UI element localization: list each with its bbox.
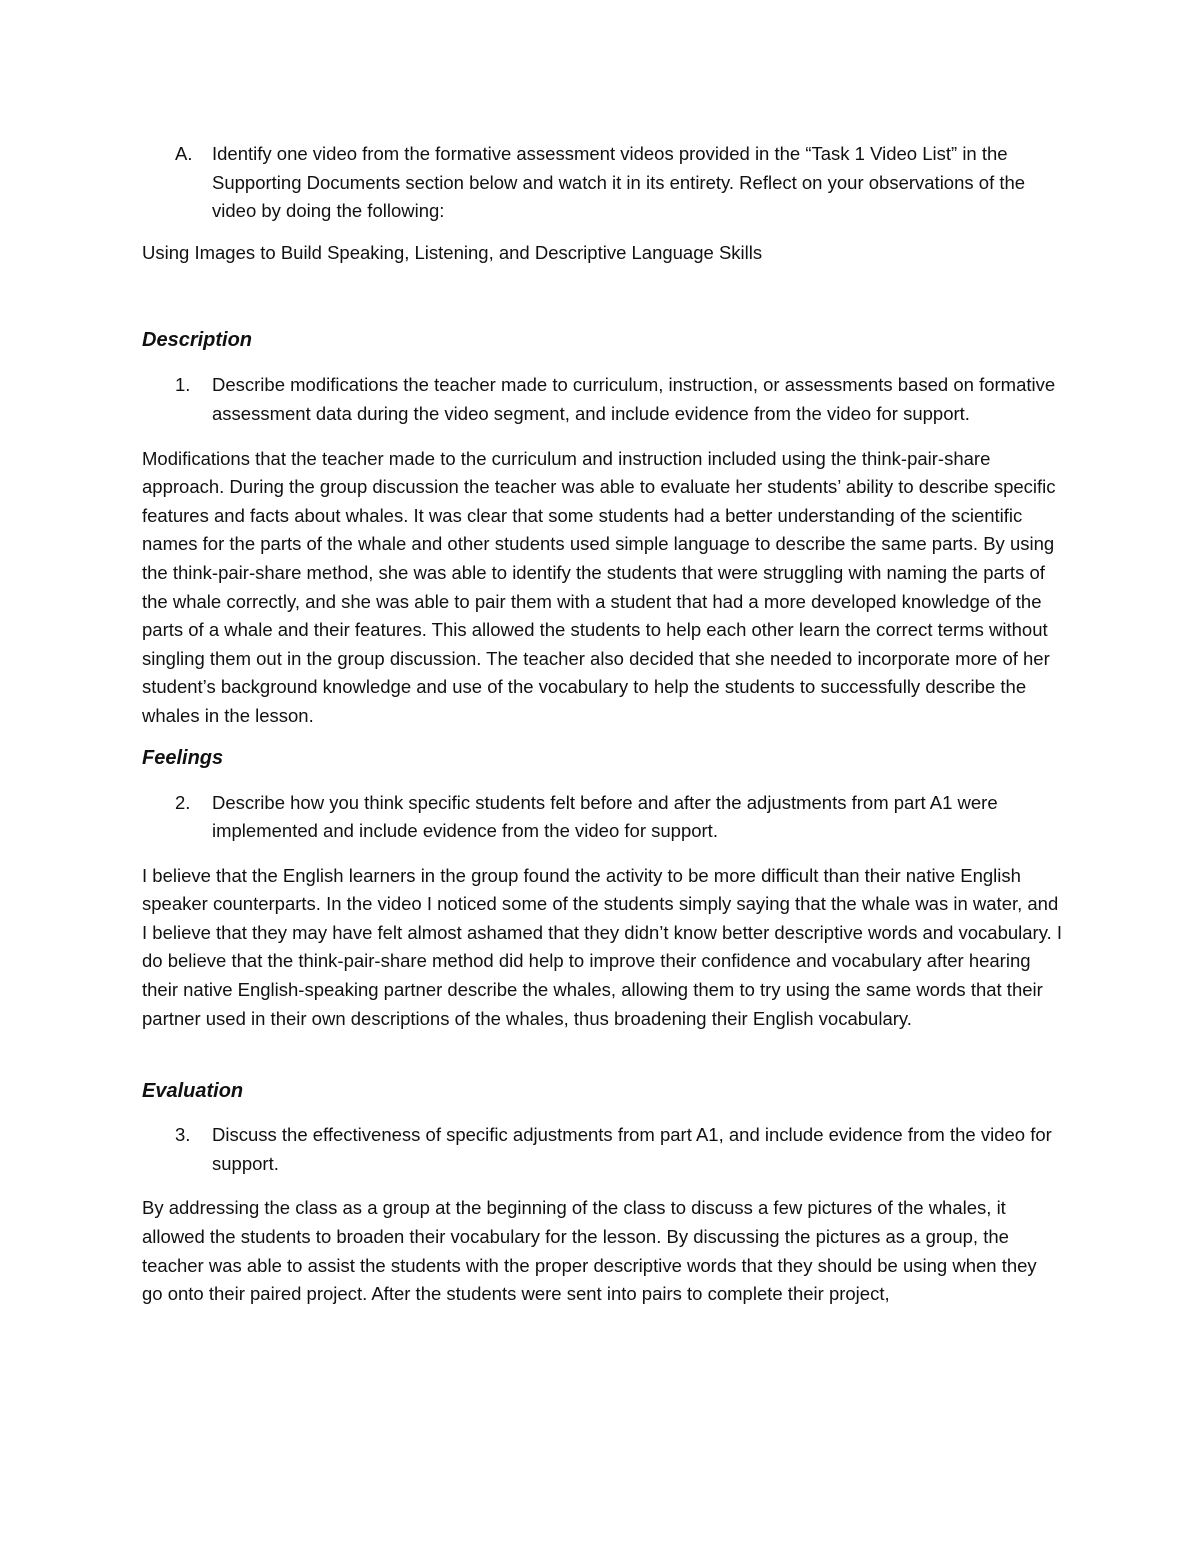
answer-paragraph-description: Modifications that the teacher made to the curriculum and instruction included using the think-pair-share approach. During the group discussion the teacher was able to evaluate her students’ ability to describe specific features and facts about whales. It was clear that some students had a better understanding of the scientific names for the parts of the whale and other students used simple language to describe the same parts. By using the think-pair-share method, she was able to identify the students that were struggling with naming the parts of the whale correctly, and she was able to pair them with a student that had a more developed knowledge of the parts of a whale and their features. This allowed the students to help each other learn the correct terms without singling them out in the group discussion. The teacher also decided that she needed to incorporate more of her student’s background knowledge and use of the vocabulary to help the students to successfully describe the whales in the lesson. [142, 447, 1056, 726]
answer-paragraph-evaluation: By addressing the class as a group at the beginning of the class to discuss a few pictures of the whales, it allowed the students to broaden their vocabulary for the lesson. By discussing the pictures as a group, the teacher was able to assist the students with the proper descriptive words that they should be using when they go onto their paired project. After the students were sent into pairs to complete their project, [142, 1197, 1037, 1305]
section-heading-description: Description [142, 329, 253, 352]
video-title: Using Images to Build Speaking, Listening, and Descriptive Language Skills [142, 241, 763, 263]
question-text: Discuss the effectiveness of specific adjustments from part A1, and include evidence from the video for support. [212, 1124, 1052, 1174]
question-text: Describe modifications the teacher made to curriculum, instruction, or assessments based on formative assessment data during the video segment, and include evidence from the video for support. [212, 374, 1056, 424]
answer-paragraph-feelings: I believe that the English learners in the group found the activity to be more difficult than their native English speaker counterparts. In the video I noticed some of the students simply saying that the whale was in water, and I believe that they may have felt almost ashamed that they didn’t know better descriptive words and vocabulary. I do believe that the think-pair-share method did help to improve their confidence and vocabulary after hearing their native English-speaking partner describe the whales, allowing them to try using the same words that their partner used in their own descriptions of the whales, thus broadening their English vocabulary. [142, 864, 1063, 1029]
list-item-text: Identify one video from the formative assessment videos provided in the “Task 1 Video List” in the Supporting Documents section below and watch it in its entirety. Reflect on your observations of the video by doing the following: [212, 143, 1026, 222]
question-2 [142, 789, 1062, 846]
section-heading-feelings: Feelings [142, 746, 224, 769]
question-marker: 2. [175, 791, 191, 813]
question-1 [142, 371, 1062, 428]
document-body [142, 140, 1062, 1322]
question-text: Describe how you think specific students felt before and after the adjustments from part A1 were implemented and include evidence from the video for support. [212, 791, 998, 842]
list-marker: A. [175, 143, 193, 164]
list-item-a [142, 140, 1062, 226]
section-heading-evaluation: Evaluation [142, 1080, 244, 1103]
question-3 [142, 1121, 1062, 1178]
question-marker: 3. [175, 1124, 191, 1146]
question-marker: 1. [175, 374, 191, 396]
